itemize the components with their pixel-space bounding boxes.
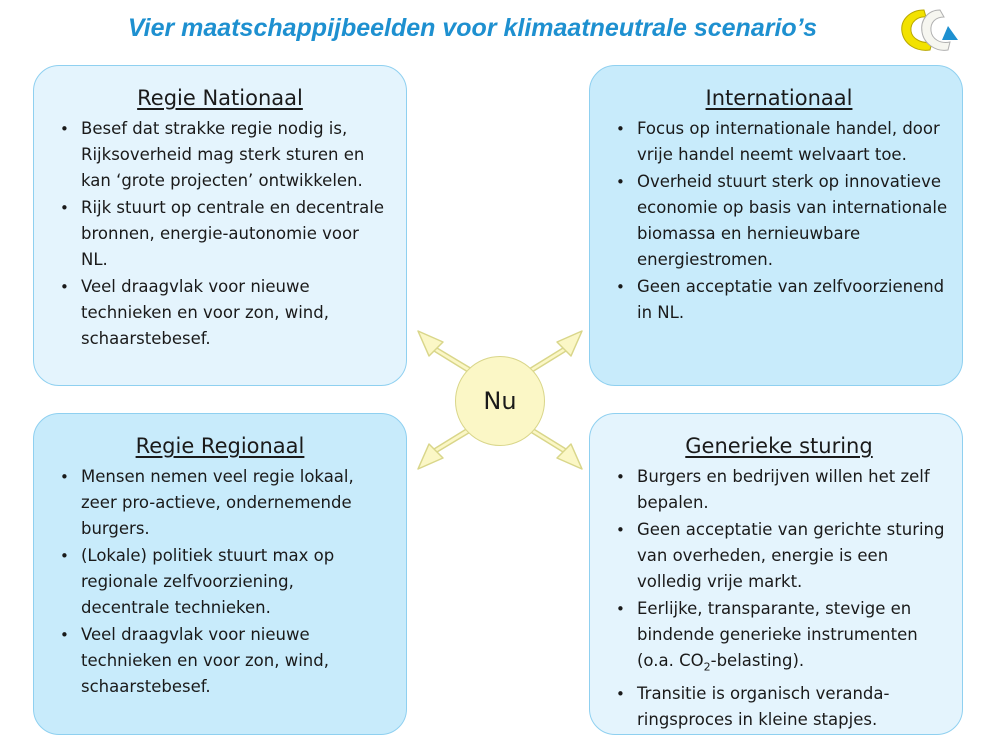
- bullet-item: • Overheid stuurt sterk op innovatieve economie op basis van internationale biomassa en hernieuwbare energiestromen.: [610, 169, 948, 273]
- bullet-item: • (Lokale) politiek stuurt max op regionale zelfvoorziening, decentrale technieken.: [54, 543, 386, 621]
- bullet-item: • Burgers en bedrijven willen het zelf bepalen.: [610, 464, 948, 516]
- subscript: 2: [703, 660, 711, 674]
- bullet-item: • Transitie is organisch veranda-ringsproces in kleine stapjes.: [610, 681, 948, 733]
- bullet-item: • Geen acceptatie van gerichte sturing van overheden, energie is een volledig vrije markt.: [610, 517, 948, 595]
- bullet-item: • Veel draagvlak voor nieuwe technieken en voor zon, wind, schaarstebesef.: [54, 622, 386, 700]
- bullet-item: • Mensen nemen veel regie lokaal, zeer pro-actieve, ondernemende burgers.: [54, 464, 386, 542]
- bullet-item: [610, 596, 948, 680]
- box-generieke-sturing: [589, 413, 963, 735]
- slide-title: Vier maatschappijbeelden voor klimaatneutrale scenario’s: [127, 14, 818, 42]
- box-heading: Generieke sturing: [685, 434, 873, 458]
- bullet-text-tail: -belasting).: [710, 651, 805, 670]
- bullet-item: • Veel draagvlak voor nieuwe technieken en voor zon, wind, schaarstebesef.: [54, 274, 386, 352]
- box-heading: Internationaal: [705, 86, 853, 110]
- box-regie-nationaal: [33, 65, 407, 386]
- center-label: Nu: [483, 387, 517, 415]
- arrow-top-left: [418, 331, 472, 372]
- bullet-item: • Besef dat strakke regie nodig is, Rijksoverheid mag sterk sturen en kan ‘grote projecten’ ontwikkelen.: [54, 116, 386, 194]
- center-circle: [455, 356, 545, 446]
- bullet-item: • Focus op internationale handel, door vrije handel neemt welvaart toe.: [610, 116, 948, 168]
- box-internationaal: [589, 65, 963, 386]
- bullet-item: • Geen acceptatie van zelfvoorzienend in NL.: [610, 274, 948, 326]
- arrow-bottom-left: [418, 428, 472, 469]
- box-regie-regionaal: [33, 413, 407, 735]
- bullet-item: • Rijk stuurt op centrale en decentrale bronnen, energie-autonomie voor NL.: [54, 195, 386, 273]
- arrow-bottom-right: [529, 428, 582, 469]
- logo-icon: [896, 6, 960, 56]
- box-heading: Regie Regionaal: [135, 434, 305, 458]
- arrow-top-right: [529, 331, 582, 372]
- bullet-text: Eerlijke, transparante, stevige en bindende generieke instrumenten (o.a. CO: [637, 599, 918, 670]
- box-heading: Regie Nationaal: [137, 86, 303, 110]
